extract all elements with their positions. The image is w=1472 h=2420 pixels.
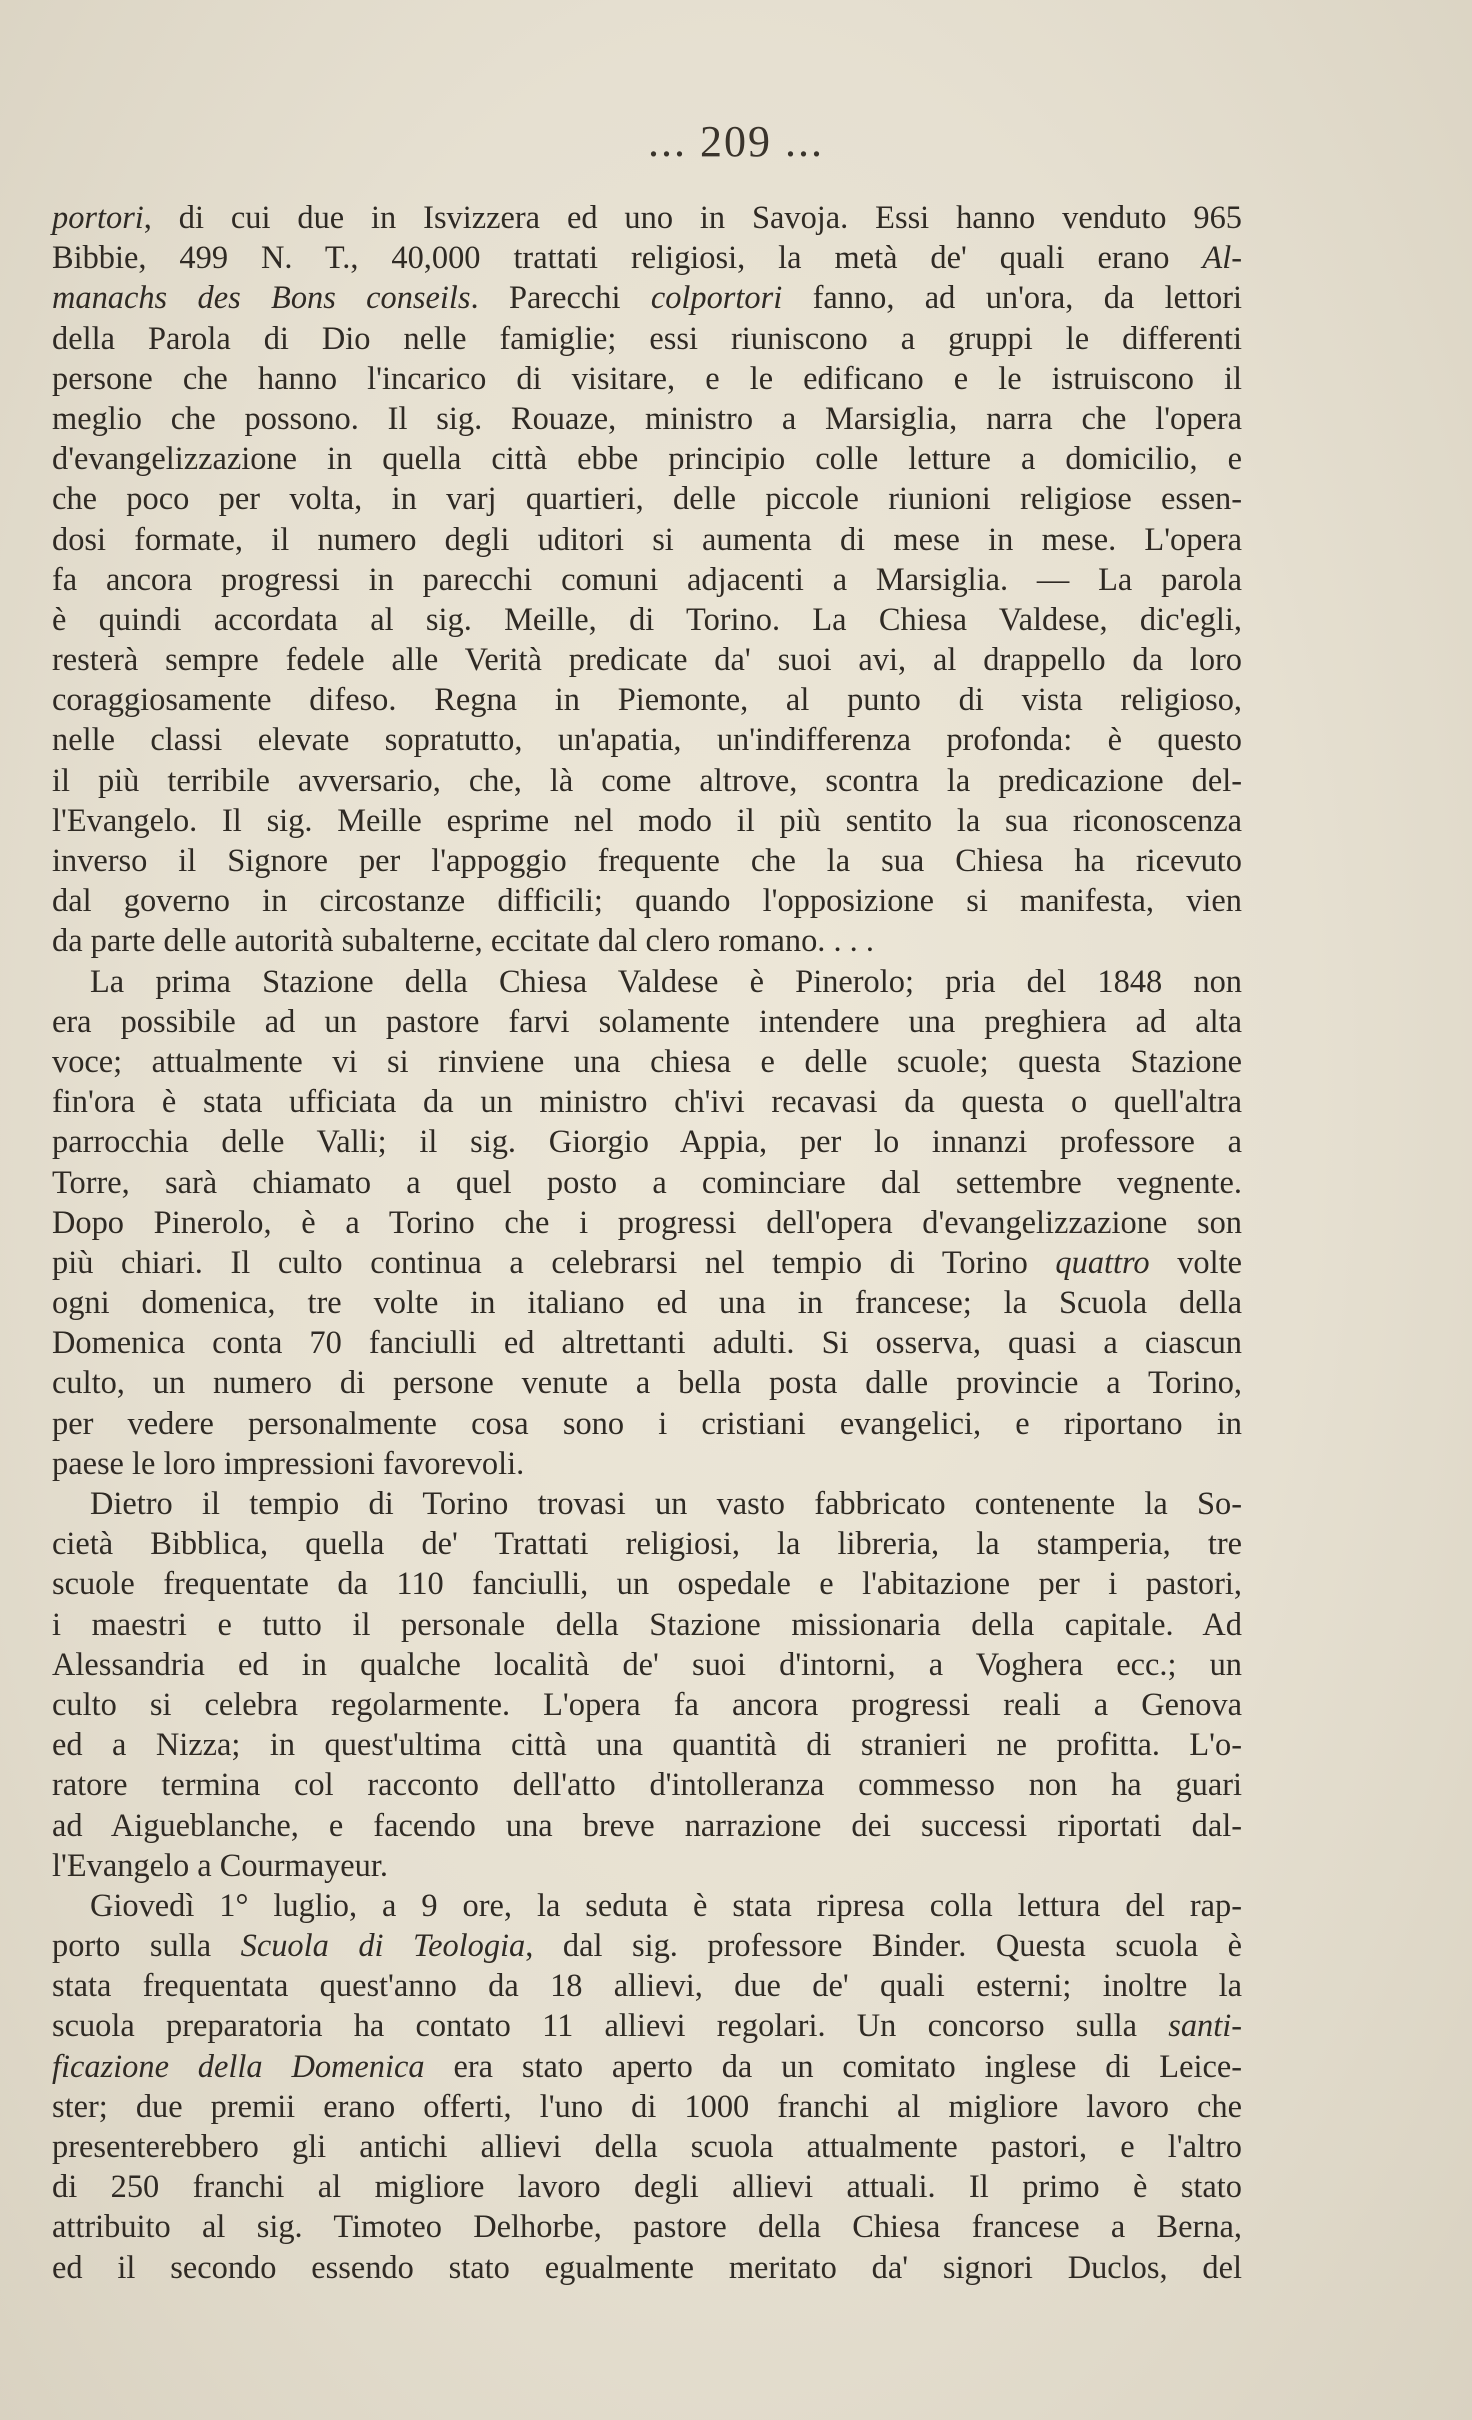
- text-run: ster; due premii erano offerti, l'uno di 1000 franchi al migliore lavoro che: [52, 2088, 1242, 2125]
- text-run: della Parola di Dio nelle famiglie; essi riuniscono a gruppi le differenti: [52, 320, 1242, 357]
- text-line: [52, 761, 1242, 801]
- text-run: fin'ora è stata ufficiata da un ministro ch'ivi recavasi da questa o quell'altra: [52, 1084, 1242, 1121]
- text-line: [52, 2167, 1242, 2207]
- text-run: cietà Bibblica, quella de' Trattati religiosi, la libreria, la stamperia, tre: [52, 1526, 1242, 1563]
- text-run: scuola preparatoria ha contato 11 allievi regolari. Un concorso sulla: [52, 2008, 1169, 2045]
- text-run: ed a Nizza; in quest'ultima città una quantità di stranieri ne profitta. L'o-: [52, 1727, 1242, 1764]
- text-run: Alessandria ed in qualche località de' suoi d'intorni, a Voghera ecc.; un: [52, 1646, 1242, 1683]
- text-run: persone che hanno l'incarico di visitare, e le edificano e le istruiscono il: [52, 360, 1242, 397]
- text-line: [52, 1002, 1242, 1042]
- text-line: [52, 841, 1242, 881]
- text-line: [52, 1806, 1242, 1846]
- italic-text: santi-: [1168, 2008, 1242, 2045]
- italic-text: Scuola di Teologia: [240, 1928, 526, 1965]
- text-run: culto si celebra regolarmente. L'opera fa ancora progressi reali a Genova: [52, 1686, 1242, 1723]
- italic-text: Al-: [1202, 240, 1242, 277]
- text-line: [52, 399, 1242, 439]
- text-line: [52, 600, 1242, 640]
- text-run: fa ancora progressi in parecchi comuni adjacenti a Marsiglia. — La parola: [52, 561, 1242, 598]
- text-line: [52, 520, 1242, 560]
- text-run: Bibbie, 499 N. T., 40,000 trattati religiosi, la metà de' quali erano: [52, 240, 1203, 277]
- italic-text: quattro: [1055, 1244, 1150, 1281]
- text-line: [52, 801, 1242, 841]
- text-line: [52, 319, 1242, 359]
- text-line: [52, 1082, 1242, 1122]
- text-run: culto, un numero di persone venute a bella posta dalle provincie a Torino,: [52, 1365, 1242, 1402]
- text-line: [52, 921, 1242, 961]
- text-run: coraggiosamente difeso. Regna in Piemonte, al punto di vista religioso,: [52, 682, 1242, 719]
- text-run: era possibile ad un pastore farvi solamente intendere una preghiera ad alta: [52, 1003, 1242, 1040]
- text-run: ratore termina col racconto dell'atto d'intolleranza commesso non ha guari: [52, 1767, 1242, 1804]
- text-run: stata frequentata quest'anno da 18 allievi, due de' quali esterni; inoltre la: [52, 1968, 1242, 2005]
- text-run: . Parecchi: [470, 280, 651, 317]
- text-run: Domenica conta 70 fanciulli ed altrettanti adulti. Si osserva, quasi a ciascun: [52, 1325, 1242, 1362]
- text-line: [52, 1765, 1242, 1805]
- text-line: [52, 962, 1242, 1002]
- text-line: [52, 198, 1242, 238]
- text-line: [52, 2047, 1242, 2087]
- text-run: era stato aperto da un comitato inglese di Leice-: [424, 2048, 1242, 2085]
- italic-text: manachs des Bons conseils: [52, 280, 471, 317]
- text-run: dal governo in circostanze difficili; quando l'opposizione si manifesta, vien: [52, 883, 1242, 920]
- text-run: Torre, sarà chiamato a quel posto a cominciare dal settembre vegnente.: [52, 1164, 1242, 1201]
- italic-text: portori: [52, 200, 144, 236]
- text-run: è quindi accordata al sig. Meille, di Torino. La Chiesa Valdese, dic'egli,: [52, 601, 1242, 638]
- text-run: di 250 franchi al migliore lavoro degli allievi attuali. Il primo è stato: [52, 2169, 1242, 2206]
- text-run: scuole frequentate da 110 fanciulli, un ospedale e l'abitazione per i pastori,: [52, 1566, 1242, 1603]
- text-run: ad Aigueblanche, e facendo una breve narrazione dei successi riportati dal-: [52, 1807, 1242, 1844]
- text-run: l'Evangelo. Il sig. Meille esprime nel modo il più sentito la sua riconoscenza: [52, 802, 1242, 839]
- text-line: [52, 1283, 1242, 1323]
- text-line: [52, 1042, 1242, 1082]
- text-run: i maestri e tutto il personale della Stazione missionaria della capitale. Ad: [52, 1606, 1242, 1643]
- page-number: ... 209 ...: [648, 117, 824, 166]
- text-run: Dietro il tempio di Torino trovasi un vasto fabbricato contenente la So-: [90, 1486, 1242, 1522]
- text-line: [52, 1163, 1242, 1203]
- text-run: parrocchia delle Valli; il sig. Giorgio Appia, per lo innanzi professore a: [52, 1124, 1242, 1161]
- text-run: , di cui due in Isvizzera ed uno in Savoja. Essi hanno venduto 965: [143, 200, 1242, 236]
- text-run: dosi formate, il numero degli uditori si aumenta di mese in mese. L'opera: [52, 521, 1242, 558]
- text-run: ed il secondo essendo stato egualmente meritato da' signori Duclos, del: [52, 2249, 1242, 2286]
- text-line: [52, 2006, 1242, 2046]
- text-run: attribuito al sig. Timoteo Delhorbe, pastore della Chiesa francese a Berna,: [52, 2209, 1242, 2246]
- text-line: [52, 1243, 1242, 1283]
- text-run: più chiari. Il culto continua a celebrarsi nel tempio di Torino: [52, 1244, 1056, 1281]
- text-line: [52, 1203, 1242, 1243]
- text-run: volte: [1149, 1244, 1242, 1281]
- text-line: [52, 1846, 1242, 1886]
- text-run: voce; attualmente vi si rinviene una chiesa e delle scuole; questa Stazione: [52, 1043, 1242, 1080]
- text-run: ogni domenica, tre volte in italiano ed una in francese; la Scuola della: [52, 1285, 1242, 1322]
- text-line: [52, 1484, 1242, 1524]
- text-run: che poco per volta, in varj quartieri, delle piccole riunioni religiose essen-: [52, 481, 1242, 518]
- text-line: [52, 1122, 1242, 1162]
- text-run: , dal sig. professore Binder. Questa scuola è: [525, 1928, 1242, 1965]
- text-run: meglio che possono. Il sig. Rouaze, ministro a Marsiglia, narra che l'opera: [52, 400, 1242, 437]
- text-run: per vedere personalmente cosa sono i cristiani evangelici, e riportano in: [52, 1405, 1242, 1442]
- text-run: d'evangelizzazione in quella città ebbe principio colle letture a domicilio, e: [52, 441, 1242, 478]
- text-line: [52, 238, 1242, 278]
- text-line: [52, 1645, 1242, 1685]
- italic-text: colportori: [650, 280, 783, 317]
- text-line: [52, 1605, 1242, 1645]
- text-line: [52, 1564, 1242, 1604]
- text-run: presenterebbero gli antichi allievi della scuola attualmente pastori, e l'altro: [52, 2129, 1242, 2165]
- text-line: [52, 1725, 1242, 1765]
- text-line: [52, 479, 1242, 519]
- text-run: paese le loro impressioni favorevoli.: [52, 1445, 525, 1482]
- text-run: Dopo Pinerolo, è a Torino che i progressi dell'opera d'evangelizzazione son: [52, 1204, 1242, 1241]
- text-line: [52, 680, 1242, 720]
- text-line: [52, 2207, 1242, 2247]
- text-line: [52, 1926, 1242, 1966]
- text-line: [52, 720, 1242, 760]
- text-run: La prima Stazione della Chiesa Valdese è Pinerolo; pria del 1848 non: [90, 963, 1242, 1000]
- italic-text: ficazione della Domenica: [52, 2048, 425, 2085]
- text-line: [52, 2248, 1242, 2288]
- text-line: [52, 1444, 1242, 1484]
- text-run: da parte delle autorità subalterne, eccitate dal clero romano. . . .: [52, 923, 874, 960]
- text-run: Giovedì 1° luglio, a 9 ore, la seduta è stata ripresa colla lettura del rap-: [90, 1887, 1242, 1924]
- text-line: [52, 278, 1242, 318]
- text-line: [52, 1685, 1242, 1725]
- text-run: porto sulla: [52, 1928, 241, 1965]
- text-line: [52, 1363, 1242, 1403]
- text-run: fanno, ad un'ora, da lettori: [782, 280, 1243, 317]
- text-run: l'Evangelo a Courmayeur.: [52, 1847, 388, 1884]
- text-line: [52, 439, 1242, 479]
- text-run: resterà sempre fedele alle Verità predicate da' suoi avi, al drappello da loro: [52, 642, 1242, 679]
- text-line: [52, 1966, 1242, 2006]
- text-line: [52, 2127, 1242, 2167]
- text-line: [52, 1404, 1242, 1444]
- text-run: inverso il Signore per l'appoggio frequente che la sua Chiesa ha ricevuto: [52, 843, 1242, 879]
- text-line: [52, 640, 1242, 680]
- text-line: [52, 560, 1242, 600]
- text-line: [52, 1524, 1242, 1564]
- text-run: il più terribile avversario, che, là come altrove, scontra la predicazione del-: [52, 762, 1242, 799]
- text-line: [52, 1886, 1242, 1926]
- text-line: [52, 881, 1242, 921]
- text-line: [52, 359, 1242, 399]
- text-run: nelle classi elevate sopratutto, un'apatia, un'indifferenza profonda: è questo: [52, 722, 1242, 759]
- text-line: [52, 2087, 1242, 2127]
- body-text: [52, 198, 1242, 2288]
- text-line: [52, 1323, 1242, 1363]
